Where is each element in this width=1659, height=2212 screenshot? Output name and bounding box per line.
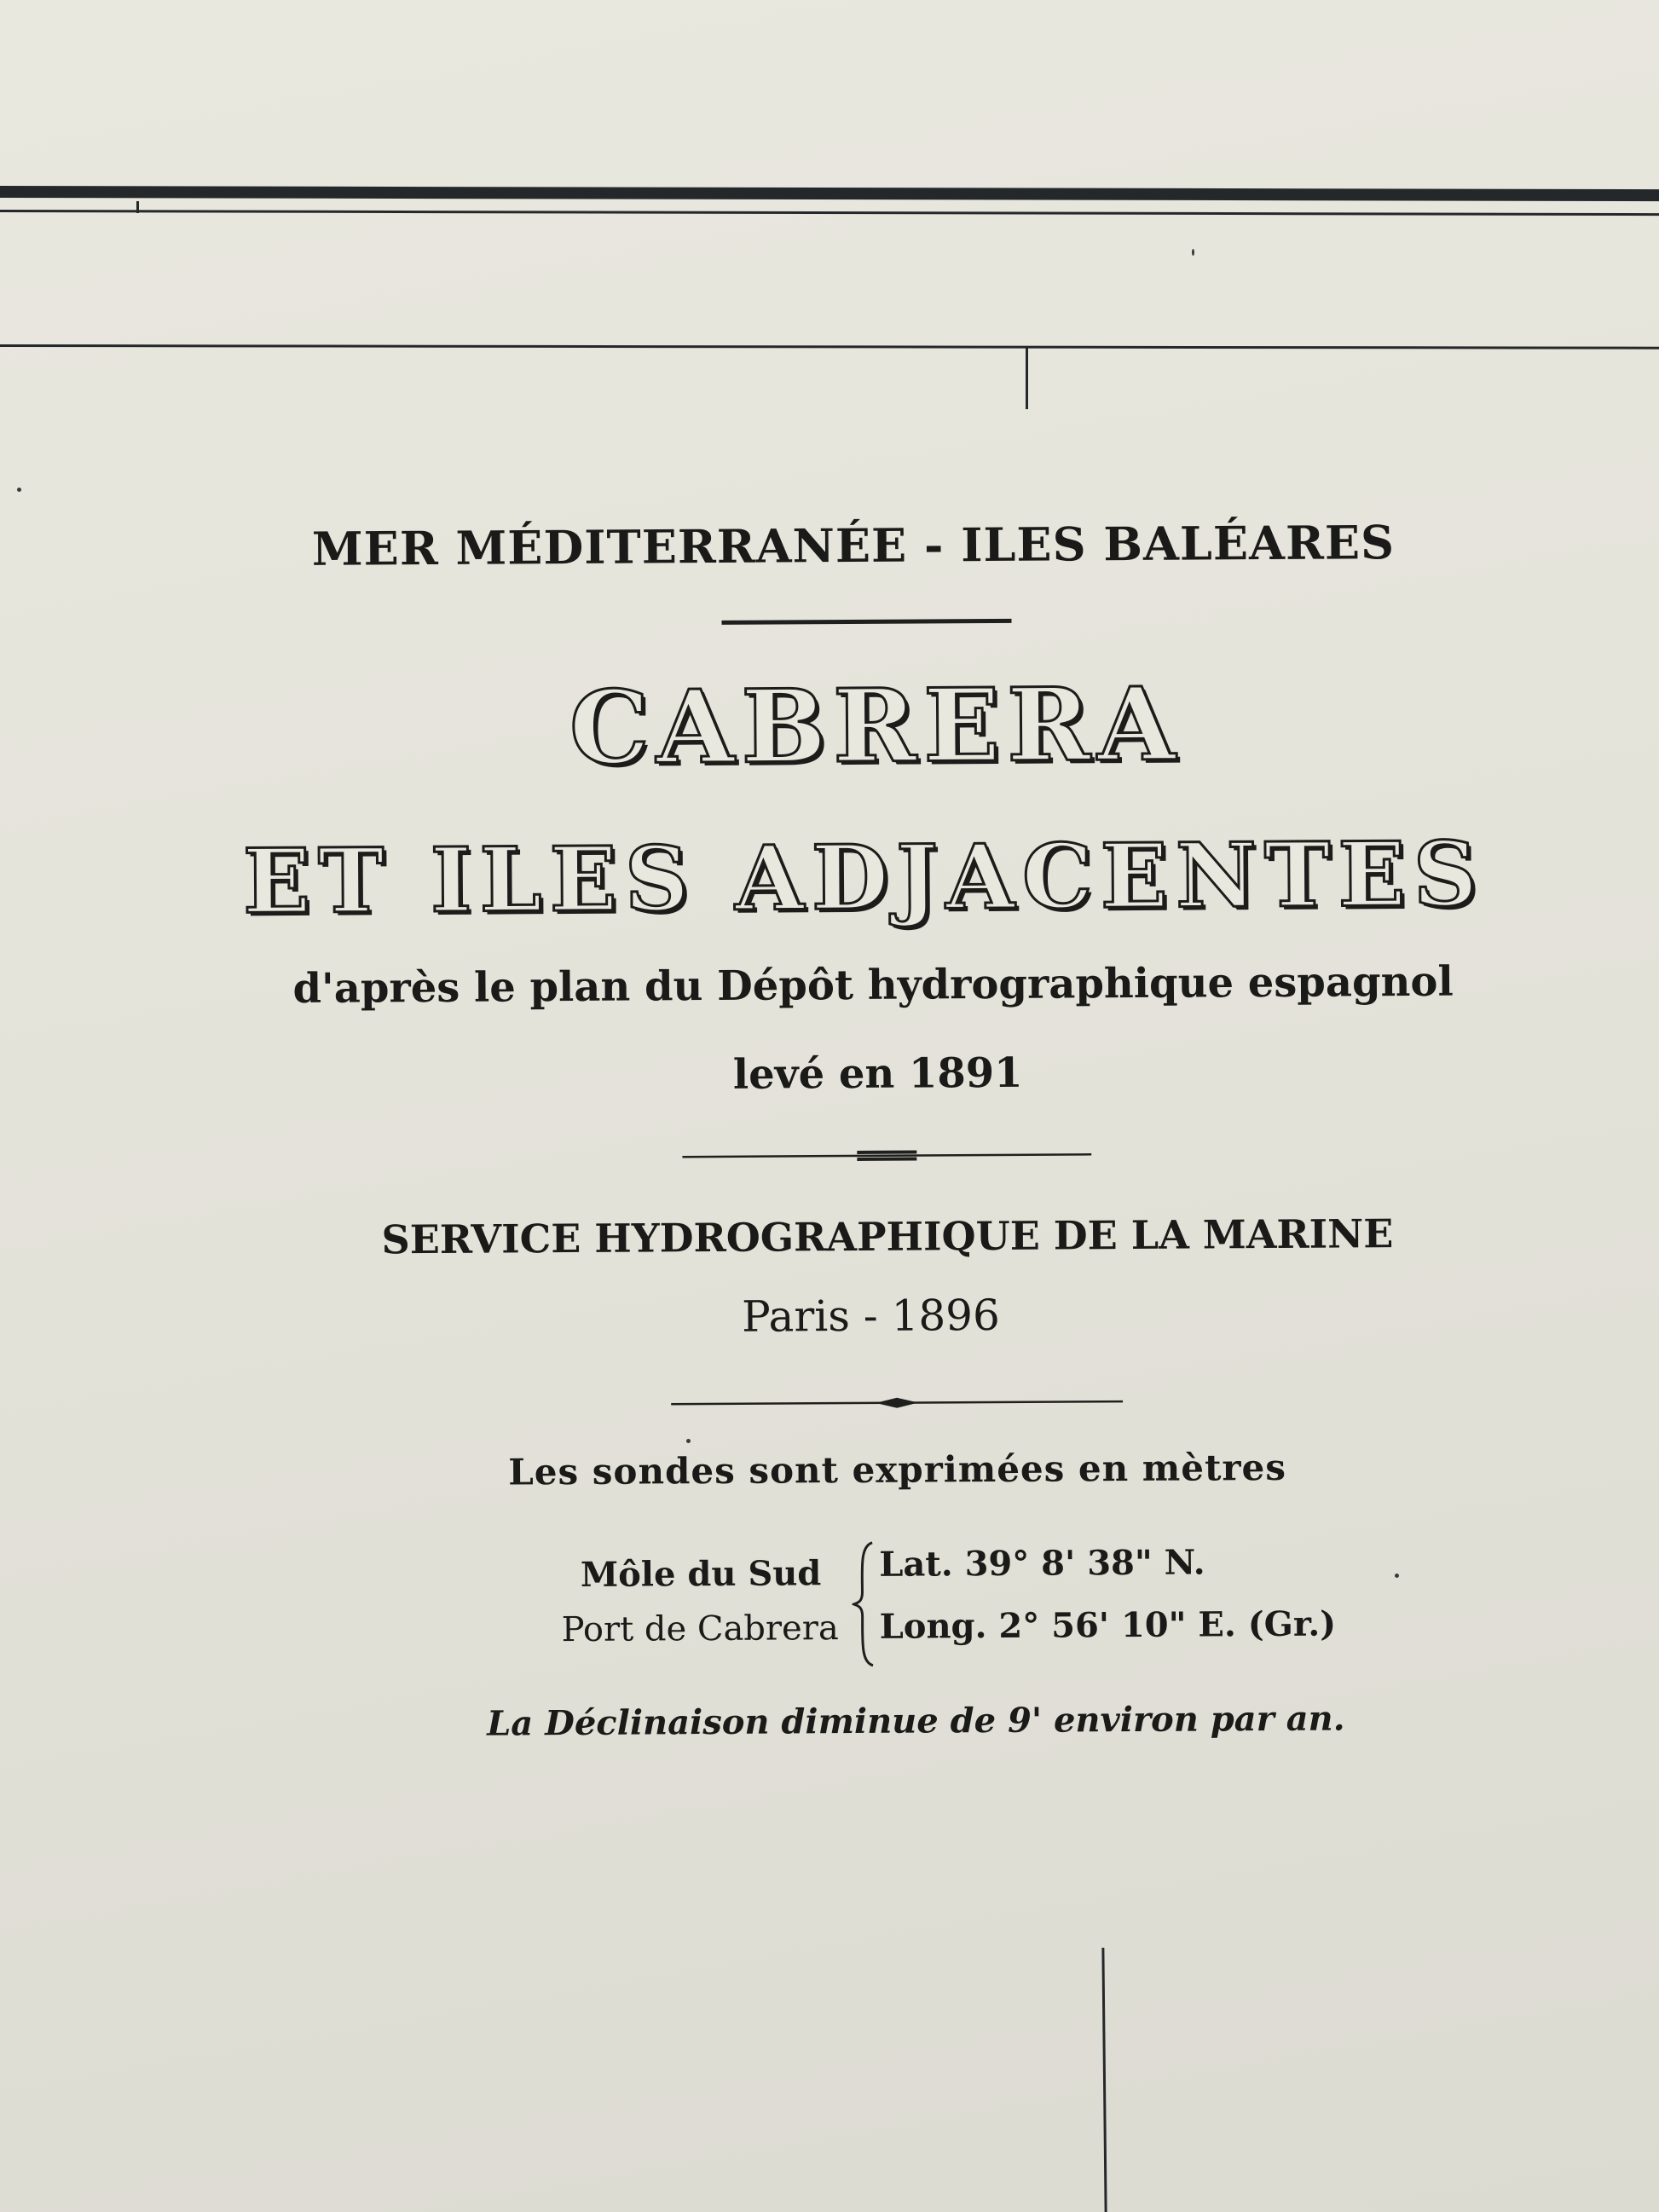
chart-title: CABRERA: [569, 664, 1183, 788]
paper-speck: [17, 488, 21, 492]
diamond-rule-ornament: [671, 1393, 1123, 1412]
paper-speck: [1395, 1574, 1399, 1578]
region-heading: MER MÉDITERRANÉE - ILES BALÉARES: [311, 515, 1396, 576]
publication-place-date: Paris - 1896: [741, 1290, 1001, 1342]
longitude-value: Long. 2° 56' 10" E. (Gr.): [879, 1603, 1337, 1647]
brace-glyph: [852, 1541, 878, 1667]
soundings-note: Les sondes sont exprimées en mètres: [508, 1446, 1287, 1493]
reference-point-name: Môle du Sud: [580, 1553, 822, 1595]
survey-year-line: levé en 1891: [732, 1048, 1023, 1099]
declination-note: La Déclinaison diminue de 9' environ par an.: [487, 1698, 1345, 1744]
separator-rule: [721, 616, 1011, 628]
chart-title-continued: ET ILES ADJACENTES: [242, 821, 1486, 934]
latitude-value: Lat. 39° 8' 38" N.: [879, 1542, 1205, 1585]
publisher-line: SERVICE HYDROGRAPHIQUE DE LA MARINE: [381, 1210, 1394, 1263]
source-line: d'après le plan du Dépôt hydrographique espagnol: [292, 957, 1454, 1014]
paper-speck: [1192, 249, 1194, 256]
paper-speck: [686, 1439, 691, 1443]
double-rule-ornament: [682, 1146, 1091, 1165]
reference-point-port: Port de Cabrera: [561, 1608, 839, 1650]
